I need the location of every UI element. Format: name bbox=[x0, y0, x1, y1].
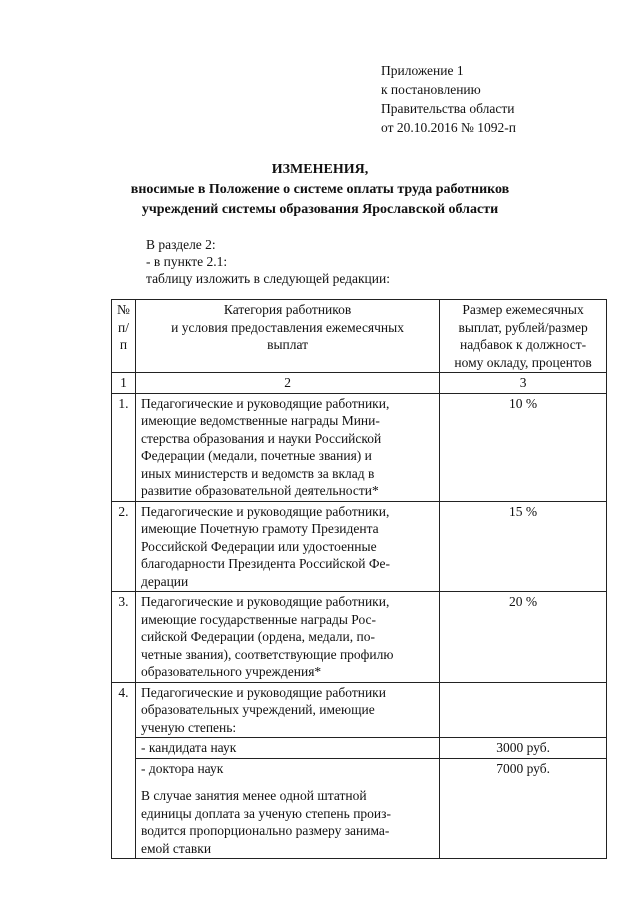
appendix-line-3: Правительства области bbox=[381, 101, 515, 116]
header-category: Категория работников и условия предоставления ежемесячных выплат bbox=[135, 300, 439, 373]
intro-block bbox=[146, 236, 390, 287]
row-amount bbox=[440, 682, 607, 738]
row-category: Педагогические и руководящие работники, имеющие государственные награды Рос- сийской Федерации (ордена, медали, по- четные звания), соответствующие профилю образовательного учреждения* bbox=[135, 592, 439, 683]
appendix-line-1: Приложение 1 bbox=[381, 63, 464, 78]
subrow-degree: - кандидата наук bbox=[135, 738, 439, 759]
column-number: 1 bbox=[112, 373, 136, 394]
column-number: 2 bbox=[135, 373, 439, 394]
row-amount: 10 % bbox=[440, 393, 607, 501]
title-heading: ИЗМЕНЕНИЯ, bbox=[271, 162, 369, 177]
appendix-line-4: от 20.10.2016 № 1092-п bbox=[381, 120, 516, 135]
table-header-row bbox=[112, 300, 607, 373]
row-number: 2. bbox=[112, 501, 136, 592]
table-row bbox=[112, 393, 607, 501]
table-row bbox=[112, 682, 607, 738]
subrow-amount: 7000 руб. bbox=[440, 758, 607, 859]
appendix-line-2: к постановлению bbox=[381, 82, 481, 97]
table-row bbox=[112, 501, 607, 592]
document-title bbox=[0, 160, 640, 220]
row-amount: 20 % bbox=[440, 592, 607, 683]
row-number: 1. bbox=[112, 393, 136, 501]
subrow-note: В случае занятия менее одной штатной единицы доплата за ученую степень произ- водится пропорционально размеру занима- емой ставки bbox=[140, 788, 391, 856]
column-number: 3 bbox=[440, 373, 607, 394]
row-number: 4. bbox=[112, 682, 136, 859]
row-number: 3. bbox=[112, 592, 136, 683]
subrow-degree: - доктора наук bbox=[140, 760, 224, 776]
intro-line-2: - в пункте 2.1: bbox=[146, 254, 228, 269]
title-line-2: вносимые в Положение о системе оплаты труда работников bbox=[130, 182, 510, 197]
table-subrow bbox=[112, 738, 607, 759]
appendix-block bbox=[381, 61, 516, 137]
row-amount: 15 % bbox=[440, 501, 607, 592]
table-subrow bbox=[112, 758, 607, 859]
column-number-row bbox=[112, 373, 607, 394]
intro-line-3: таблицу изложить в следующей редакции: bbox=[146, 271, 390, 286]
intro-line-1: В разделе 2: bbox=[146, 237, 216, 252]
subrow-amount: 3000 руб. bbox=[440, 738, 607, 759]
table-row bbox=[112, 592, 607, 683]
row-category: Педагогические и руководящие работники образовательных учреждений, имеющие ученую степень: bbox=[135, 682, 439, 738]
header-number: № п/п bbox=[112, 300, 136, 373]
row-category: Педагогические и руководящие работники, имеющие ведомственные награды Мини- стерства образования и науки Российской Федерации (медали, почетные звания) и иных министерств и ведомств за вклад в развитие образовательной деятельности* bbox=[135, 393, 439, 501]
subrow-degree-cell bbox=[135, 758, 439, 859]
payments-table bbox=[111, 299, 607, 859]
title-line-3: учреждений системы образования Ярославской области bbox=[141, 202, 499, 217]
row-category: Педагогические и руководящие работники, имеющие Почетную грамоту Президента Российской Федерации или удостоенные благодарности Президента Российской Фе- дерации bbox=[135, 501, 439, 592]
header-amount: Размер ежемесячных выплат, рублей/размер надбавок к должност- ному окладу, процентов bbox=[440, 300, 607, 373]
